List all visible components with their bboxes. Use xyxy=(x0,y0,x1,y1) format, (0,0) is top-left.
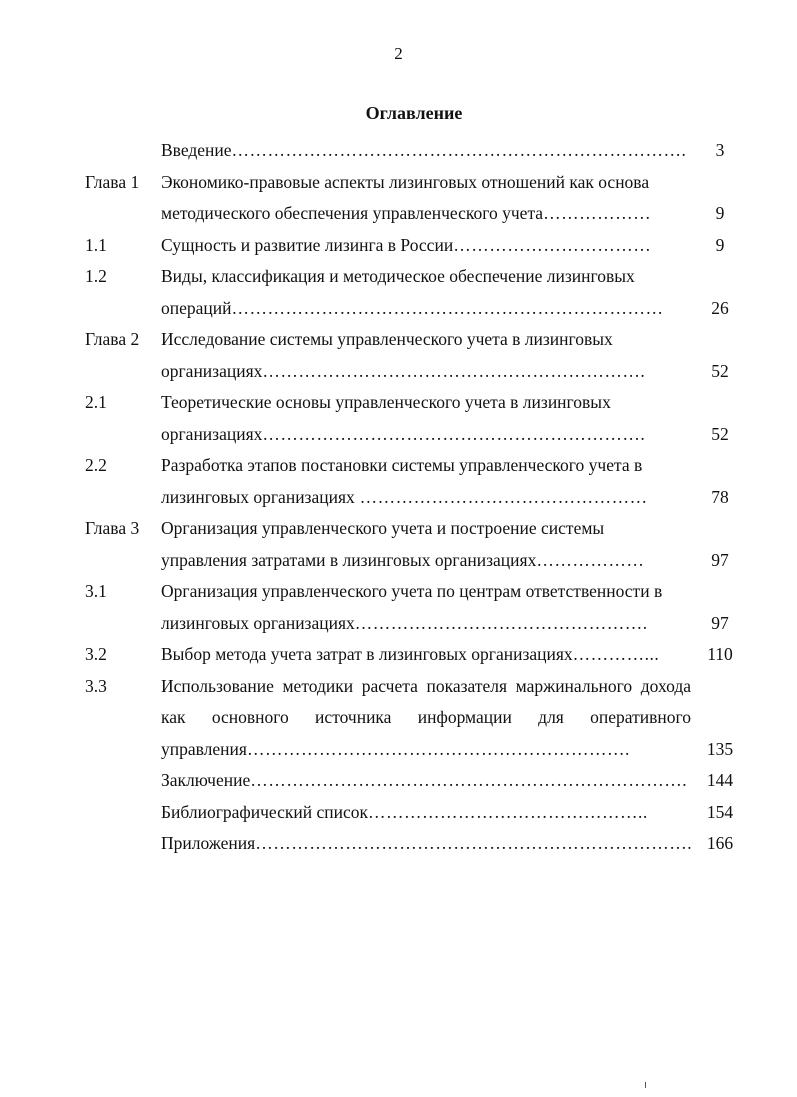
toc-entry-appendices[interactable] xyxy=(85,828,745,860)
entry-leader-dots: ………………………………………………………………. xyxy=(250,770,688,790)
toc-entry-section-1-2[interactable] xyxy=(85,261,745,324)
toc-entry-bibliography[interactable] xyxy=(85,797,745,829)
entry-title: Экономико-правовые аспекты лизинговых отношений как основа методического обеспечения управленческого учета xyxy=(161,171,650,223)
entry-text-wrap xyxy=(161,828,691,860)
entry-title: Введение xyxy=(161,140,232,160)
entry-page-number: 110 xyxy=(707,644,733,664)
toc-entry-introduction[interactable] xyxy=(85,135,745,167)
entry-leader-dots: ……………… xyxy=(536,549,645,570)
toc-entry-section-3-2[interactable] xyxy=(85,639,745,671)
toc-entry-chapter-1[interactable] xyxy=(85,167,745,230)
entry-number: 2.2 xyxy=(85,455,107,475)
entry-title: Библиографический список xyxy=(161,801,369,822)
entry-leader-dots: ………………………………………………………. xyxy=(262,360,646,381)
entry-page-number: 154 xyxy=(706,801,734,822)
entry-title: Виды, классификация и методическое обеспечение лизинговых операций xyxy=(161,266,635,318)
toc-entry-section-2-2[interactable] xyxy=(85,450,745,513)
toc-entry-section-3-3[interactable] xyxy=(85,671,745,766)
entry-page-number: 97 xyxy=(711,612,729,633)
entry-page-number: 9 xyxy=(715,203,725,223)
entry-number: 1.2 xyxy=(85,266,107,286)
entry-number: Глава 1 xyxy=(85,171,140,192)
toc-entry-chapter-3[interactable] xyxy=(85,513,745,576)
entry-title: Выбор метода учета затрат в лизинговых организациях xyxy=(161,644,573,664)
toc-title: Оглавление xyxy=(365,103,463,123)
entry-text-wrap xyxy=(161,324,691,387)
entry-text-wrap xyxy=(161,513,691,576)
entry-number: 1.1 xyxy=(85,234,107,255)
entry-leader-dots: …………………………………………………………………. xyxy=(231,140,687,160)
entry-leader-dots: ……………………………………………………………… xyxy=(231,297,664,318)
entry-leader-dots: …………………………… xyxy=(453,234,652,255)
entry-leader-dots: ……………………………………….. xyxy=(368,801,648,822)
toc-entry-section-2-1[interactable] xyxy=(85,387,745,450)
entry-page-number: 52 xyxy=(711,360,729,381)
toc-entry-section-3-1[interactable] xyxy=(85,576,745,639)
entry-page-number: 9 xyxy=(715,234,725,255)
entry-page-number: 144 xyxy=(706,770,734,790)
entry-number: 3.1 xyxy=(85,581,107,601)
entry-page-number: 135 xyxy=(706,738,734,759)
entry-leader-dots: ………………………………………… xyxy=(354,486,648,507)
entry-title: Сущность и развитие лизинга в России xyxy=(161,234,454,255)
page-number: 2 xyxy=(394,44,403,63)
entry-number: Глава 2 xyxy=(85,329,140,349)
entry-text-wrap xyxy=(161,576,691,639)
entry-page-number: 52 xyxy=(711,423,729,444)
entry-text-wrap xyxy=(161,387,691,450)
entry-title: Использование методики расчета показателя маржинального дохода как основного источника информации для оперативного управления xyxy=(161,675,691,759)
toc-entry-conclusion[interactable] xyxy=(85,765,745,797)
entry-page-number: 26 xyxy=(711,297,729,318)
entry-leader-dots: …………………………………………. xyxy=(354,612,648,633)
entry-page-number: 3 xyxy=(715,140,725,160)
entry-number: Глава 3 xyxy=(85,518,140,538)
entry-page-number: 78 xyxy=(711,486,729,507)
table-of-contents xyxy=(85,135,745,860)
entry-text-wrap xyxy=(161,639,691,671)
entry-leader-dots: …………... xyxy=(572,644,660,664)
entry-text-wrap xyxy=(161,135,691,167)
entry-title: Организация управленческого учета по центрам ответственности в лизинговых организациях xyxy=(161,581,663,633)
entry-number: 3.2 xyxy=(85,644,107,664)
entry-page-number: 97 xyxy=(711,549,729,570)
entry-title: Исследование системы управленческого учета в лизинговых организациях xyxy=(161,329,613,381)
entry-title: Разработка этапов постановки системы управленческого учета в лизинговых организациях xyxy=(161,455,643,507)
entry-text-wrap xyxy=(161,797,691,829)
toc-entry-chapter-2[interactable] xyxy=(85,324,745,387)
entry-number: 3.3 xyxy=(85,675,107,696)
entry-title: Теоретические основы управленческого учета в лизинговых организациях xyxy=(161,392,611,444)
entry-text-wrap xyxy=(161,230,691,262)
scan-artifact xyxy=(645,1082,646,1088)
toc-entry-section-1-1[interactable] xyxy=(85,230,745,262)
entry-page-number: 166 xyxy=(706,833,734,853)
entry-leader-dots: ………………………………………………………. xyxy=(262,423,646,444)
entry-text-wrap xyxy=(161,765,691,797)
entry-text-wrap xyxy=(161,261,691,324)
entry-text-wrap xyxy=(161,450,691,513)
entry-text-wrap xyxy=(161,671,691,766)
entry-leader-dots: ………………………………………………………………. xyxy=(255,833,693,853)
entry-leader-dots: ……………… xyxy=(543,203,652,223)
entry-text-wrap xyxy=(161,167,691,230)
entry-title: Организация управленческого учета и построение системы управления затратами в лизинговых организациях xyxy=(161,518,605,570)
entry-title: Приложения xyxy=(161,833,256,853)
entry-leader-dots: ………………………………………………………. xyxy=(246,738,630,759)
entry-number: 2.1 xyxy=(85,392,107,412)
entry-title: Заключение xyxy=(161,770,251,790)
